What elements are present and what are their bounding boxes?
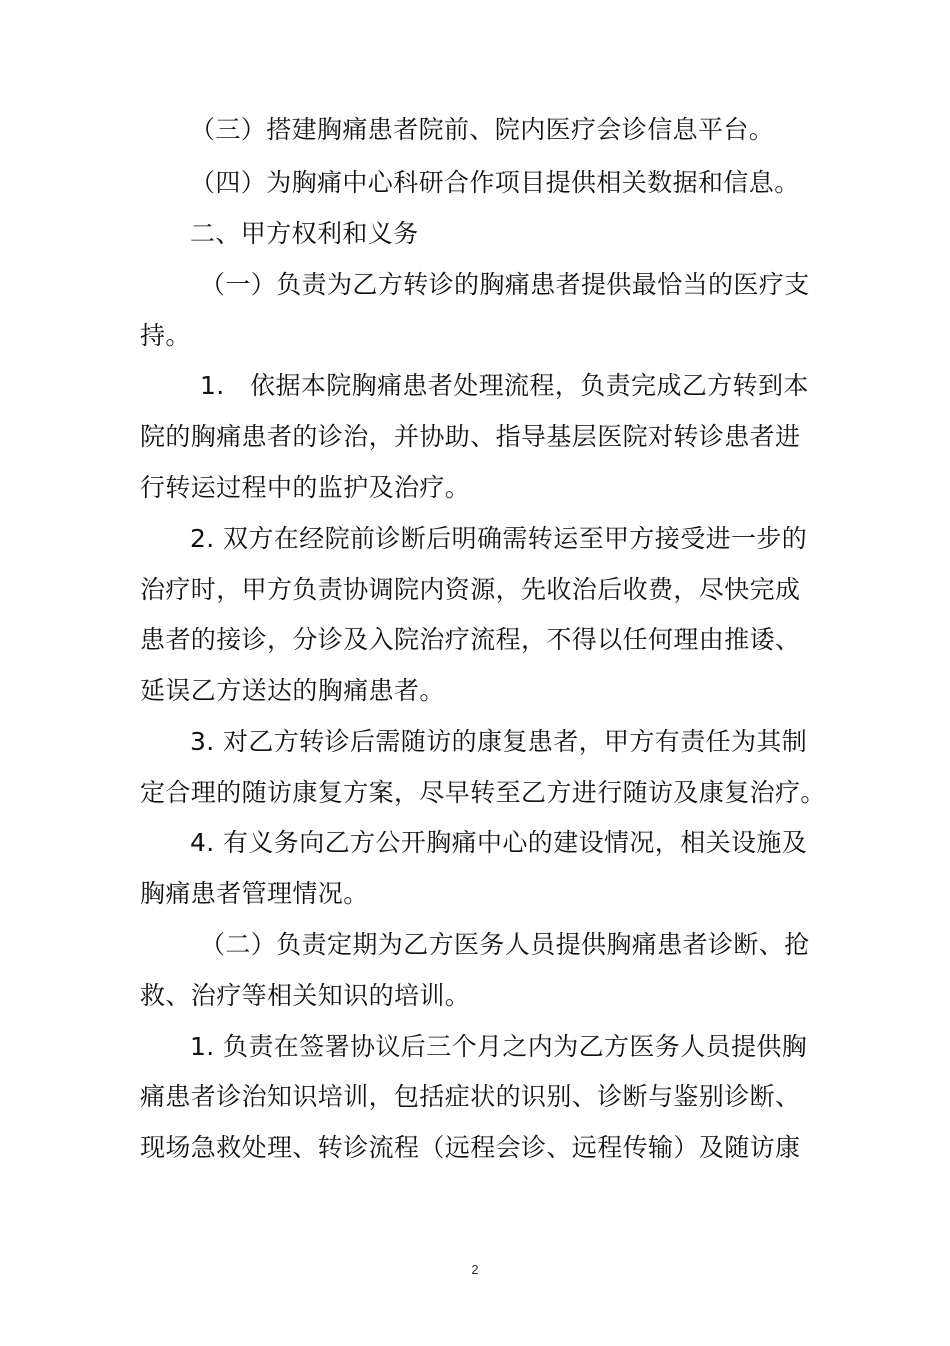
- text-line: 持。: [140, 321, 191, 350]
- text-line: （三）搭建胸痛患者院前、院内医疗会诊信息平台。: [190, 115, 775, 144]
- text-line: （一）负责为乙方转诊的胸痛患者提供最恰当的医疗支: [200, 270, 810, 299]
- text-line: （二）负责定期为乙方医务人员提供胸痛患者诊断、抢: [200, 930, 810, 959]
- text-line: 行转运过程中的监护及治疗。: [140, 473, 471, 502]
- text-line: 痛患者诊治知识培训，包括症状的识别、诊断与鉴别诊断、: [140, 1082, 801, 1111]
- text-line: 救、治疗等相关知识的培训。: [140, 981, 471, 1010]
- text-line: 现场急救处理、转诊流程（远程会诊、远程传输）及随访康: [140, 1133, 801, 1162]
- section-heading: 二、甲方权利和义务: [190, 219, 419, 248]
- text-line: 4. 有义务向乙方公开胸痛中心的建设情况，相关设施及: [190, 828, 808, 857]
- text-line: 定合理的随访康复方案，尽早转至乙方进行随访及康复治疗。: [140, 778, 826, 807]
- text-line: 患者的接诊，分诊及入院治疗流程，不得以任何理由推诿、: [140, 625, 801, 654]
- text-line: 1. 依据本院胸痛患者处理流程，负责完成乙方转到本: [200, 371, 809, 400]
- text-line: 1. 负责在签署协议后三个月之内为乙方医务人员提供胸: [190, 1032, 808, 1061]
- text-line: （四）为胸痛中心科研合作项目提供相关数据和信息。: [190, 168, 800, 197]
- text-line: 治疗时，甲方负责协调院内资源，先收治后收费，尽快完成: [140, 575, 801, 604]
- text-line: 3. 对乙方转诊后需随访的康复患者，甲方有责任为其制: [190, 727, 808, 756]
- page-number: 2: [471, 1262, 479, 1277]
- text-line: 延误乙方送达的胸痛患者。: [140, 676, 445, 705]
- text-line: 胸痛患者管理情况。: [140, 879, 369, 908]
- text-line: 院的胸痛患者的诊治，并协助、指导基层医院对转诊患者进: [140, 422, 801, 451]
- text-line: 2. 双方在经院前诊断后明确需转运至甲方接受进一步的: [190, 524, 808, 553]
